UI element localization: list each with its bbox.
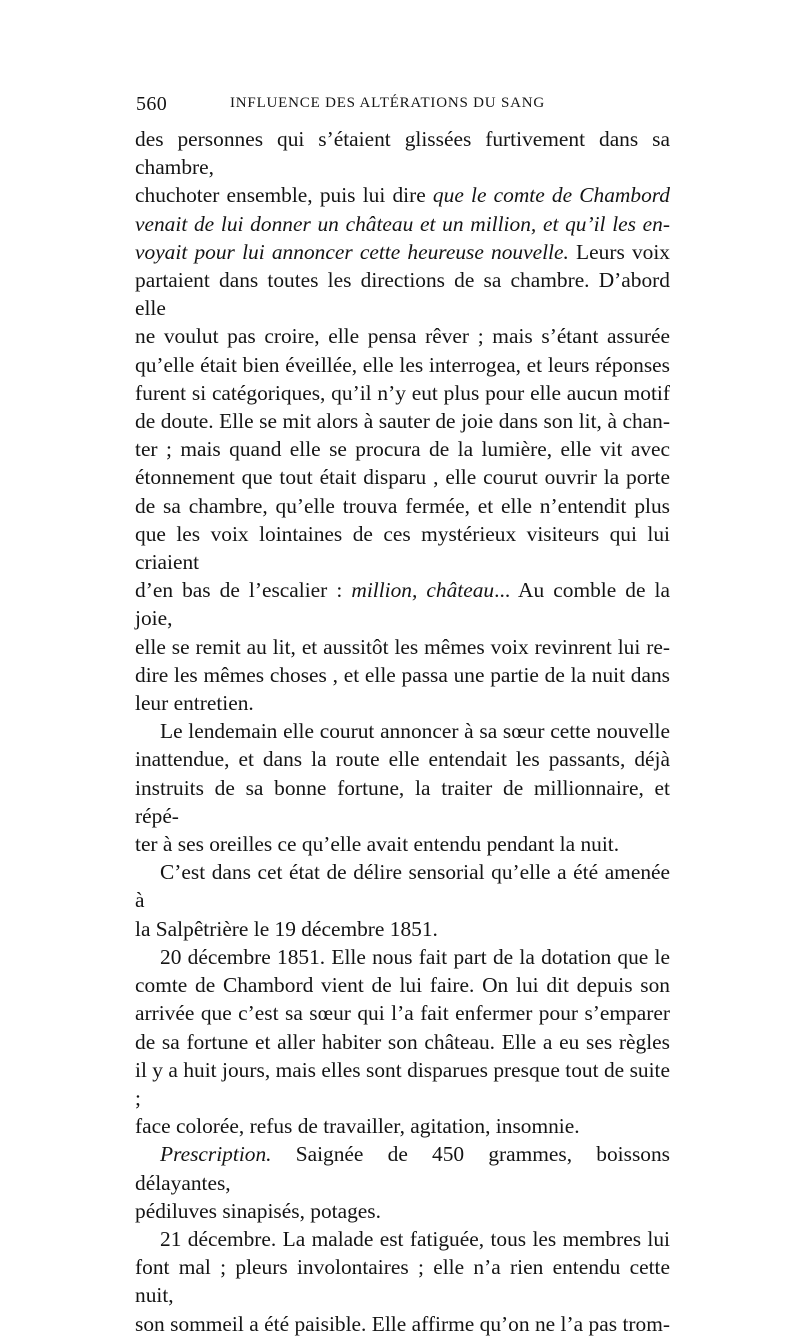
text-line xyxy=(135,633,670,661)
text-run: la Salpêtrière le 19 décembre 1851. xyxy=(135,916,438,941)
text-line xyxy=(135,1253,670,1309)
text-run: de sa fortune et aller habiter son château. Elle a eu ses règles xyxy=(135,1029,670,1054)
italic-text: Prescription. xyxy=(160,1142,272,1167)
text-run: chuchoter ensemble, puis lui dire xyxy=(135,183,433,208)
text-line xyxy=(135,999,670,1027)
text-line xyxy=(135,266,670,322)
text-run: son sommeil a été paisible. Elle affirme qu’on ne l’a pas trom- xyxy=(135,1311,670,1336)
text-line xyxy=(135,520,670,576)
running-head: INFLUENCE DES ALTÉRATIONS DU SANG xyxy=(230,95,546,111)
text-line xyxy=(135,971,670,999)
text-line xyxy=(135,492,670,520)
text-run: de doute. Elle se mit alors à sauter de joie dans son lit, à chan- xyxy=(135,409,670,434)
text-run: qu’elle était bien éveillée, elle les interrogea, et leurs réponses xyxy=(135,352,670,377)
text-run: étonnement que tout était disparu , elle courut ouvrir la porte xyxy=(135,465,670,490)
text-run: 20 décembre 1851. Elle nous fait part de la dotation que le xyxy=(160,944,670,969)
text-line xyxy=(135,435,670,463)
text-line xyxy=(135,1197,670,1225)
text-line xyxy=(135,210,670,238)
text-run: partaient dans toutes les directions de sa chambre. D’abord elle xyxy=(135,268,670,321)
text-run: il y a huit jours, mais elles sont disparues presque tout de suite ; xyxy=(135,1057,670,1110)
text-run: comte de Chambord vient de lui faire. On lui dit depuis son xyxy=(135,973,670,998)
text-run: C’est dans cet état de délire sensorial qu’elle a été amenée à xyxy=(135,860,670,913)
text-run: instruits de sa bonne fortune, la traiter de millionnaire, et répé- xyxy=(135,775,670,828)
text-line xyxy=(135,717,670,745)
text-line xyxy=(135,1140,670,1196)
text-run: furent si catégoriques, qu’il n’y eut plus pour elle aucun motif xyxy=(135,380,670,405)
text-line xyxy=(135,661,670,689)
text-run: inattendue, et dans la route elle entendait les passants, déjà xyxy=(135,747,670,772)
text-run: ter ; mais quand elle se procura de la lumière, elle vit avec xyxy=(135,437,670,462)
body-text xyxy=(135,125,670,1338)
text-line xyxy=(135,858,670,914)
text-line xyxy=(135,830,670,858)
text-line xyxy=(135,915,670,943)
text-run: face colorée, refus de travailler, agitation, insomnie. xyxy=(135,1114,580,1139)
page-number: 560 xyxy=(136,93,168,115)
italic-text: voyait pour lui annoncer cette heureuse nouvelle. xyxy=(135,239,569,264)
text-run: Le lendemain elle courut annoncer à sa sœur cette nouvelle xyxy=(160,719,670,744)
text-run: arrivée que c’est sa sœur qui l’a fait enfermer pour s’emparer xyxy=(135,1001,670,1026)
italic-text: que le comte de Chambord xyxy=(432,183,670,208)
text-line xyxy=(135,774,670,830)
text-run: Leurs voix xyxy=(568,239,670,264)
text-line xyxy=(135,238,670,266)
text-line xyxy=(135,1225,670,1253)
text-line xyxy=(135,1028,670,1056)
text-line xyxy=(135,351,670,379)
text-line xyxy=(135,745,670,773)
text-line xyxy=(135,125,670,181)
text-line xyxy=(135,1056,670,1112)
text-line xyxy=(135,322,670,350)
text-run: Saignée de 450 grammes, boissons délayantes, xyxy=(135,1142,670,1195)
text-run: 21 décembre. La malade est fatiguée, tous les membres lui xyxy=(160,1226,670,1251)
text-line xyxy=(135,1310,670,1338)
text-run: pédiluves sinapisés, potages. xyxy=(135,1198,381,1223)
text-line xyxy=(135,181,670,209)
text-line xyxy=(135,576,670,632)
text-run: leur entretien. xyxy=(135,691,254,716)
text-line xyxy=(135,379,670,407)
text-run: dire les mêmes choses , et elle passa une partie de la nuit dans xyxy=(135,662,670,687)
text-run: ne voulut pas croire, elle pensa rêver ; mais s’étant assurée xyxy=(135,324,670,349)
text-run: elle se remit au lit, et aussitôt les mêmes voix revinrent lui re- xyxy=(135,634,670,659)
page-header xyxy=(136,93,671,117)
text-run: des personnes qui s’étaient glissées furtivement dans sa chambre, xyxy=(135,127,670,180)
text-run: que les voix lointaines de ces mystérieux visiteurs qui lui criaient xyxy=(135,521,670,575)
text-run: font mal ; pleurs involontaires ; elle n’a rien entendu cette nuit, xyxy=(135,1255,670,1308)
text-line xyxy=(135,943,670,971)
italic-text: venait de lui donner un château et un million, et qu’il les en- xyxy=(135,211,670,236)
text-run: ... Au comble de la joie, xyxy=(135,578,670,631)
text-run: d’en bas de l’escalier : xyxy=(135,578,352,603)
text-run: ter à ses oreilles ce qu’elle avait entendu pendant la nuit. xyxy=(135,832,620,857)
text-run: de sa chambre, qu’elle trouva fermée, et elle n’entendit plus xyxy=(135,493,670,518)
italic-text: million, château xyxy=(351,578,495,603)
text-line xyxy=(135,407,670,435)
text-line xyxy=(135,689,670,717)
text-line xyxy=(135,1112,670,1140)
text-line xyxy=(135,463,670,491)
